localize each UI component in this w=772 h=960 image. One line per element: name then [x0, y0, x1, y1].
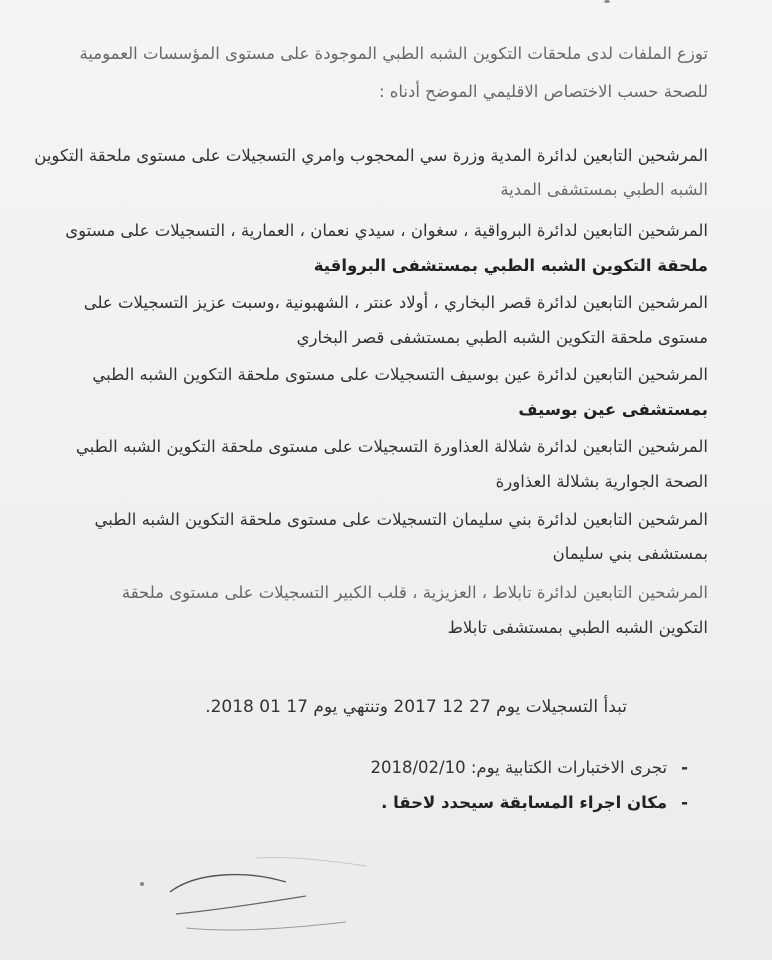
intro-line-1: توزع الملفات لدى ملحقات التكوين الشبه الطبي الموجودة على مستوى المؤسسات العمومية [79, 44, 708, 63]
paragraph-1-line-1: المرشحين التابعين لدائرة المدية وزرة سي المحجوب وامري التسجيلات على مستوى ملحقة التكوين [34, 146, 708, 165]
paragraph-7-line-2: التكوين الشبه الطبي بمستشفى تابلاط [447, 618, 708, 637]
paragraph-7-line-1: المرشحين التابعين لدائرة تابلاط ، العزيزية ، قلب الكبير التسجيلات على مستوى ملحقة [121, 583, 708, 602]
paragraph-1-line-2: الشبه الطبي بمستشفى المدية [500, 180, 708, 199]
paragraph-4-line-1: المرشحين التابعين لدائرة عين بوسيف التسجيلات على مستوى ملحقة التكوين الشبه الطبي [92, 365, 708, 384]
paragraph-4-line-2: بمستشفى عين بوسيف [518, 400, 708, 419]
faded-stamp-mark [156, 852, 386, 938]
scan-speck [140, 882, 144, 886]
paragraph-2-line-1: المرشحين التابعين لدائرة البرواقية ، سغوان ، سيدي نعمان ، العمارية ، التسجيلات على مستوى [65, 221, 708, 240]
bullet-dash: - [681, 758, 688, 777]
paragraph-5-line-1: المرشحين التابعين لدائرة شلالة العذاورة التسجيلات على مستوى ملحقة التكوين الشبه الطبي [75, 437, 708, 456]
bullet-dash: - [681, 793, 688, 812]
paragraph-6-line-1: المرشحين التابعين لدائرة بني سليمان التسجيلات على مستوى ملحقة التكوين الشبه الطبي [94, 510, 708, 529]
registration-dates: تبدأ التسجيلات يوم 27 12 2017 وتنتهي يوم 17 01 2018. [205, 697, 627, 717]
bullet-written-exams [370, 758, 688, 777]
bullet-exam-location [381, 793, 688, 812]
paragraph-6-line-2: بمستشفى بني سليمان [552, 544, 708, 563]
paragraph-3-line-2: مستوى ملحقة التكوين الشبه الطبي بمستشفى قصر البخاري [296, 328, 708, 347]
bullet-text: مكان اجراء المسابقة سيحدد لاحقا . [381, 793, 668, 812]
intro-line-2: للصحة حسب الاختصاص الاقليمي الموضح أدناه : [378, 82, 708, 101]
paragraph-3-line-1: المرشحين التابعين لدائرة قصر البخاري ، أولاد عنتر ، الشهبونية ،وسبت عزيز التسجيلات على [83, 293, 708, 312]
paragraph-2-line-2: ملحقة التكوين الشبه الطبي بمستشفى البرواقية [313, 256, 708, 275]
scan-speck [604, 0, 610, 3]
paragraph-5-line-2: الصحة الجوارية بشلالة العذاورة [495, 472, 708, 491]
bullet-text: تجرى الاختبارات الكتابية يوم: 2018/02/10 [370, 758, 668, 777]
